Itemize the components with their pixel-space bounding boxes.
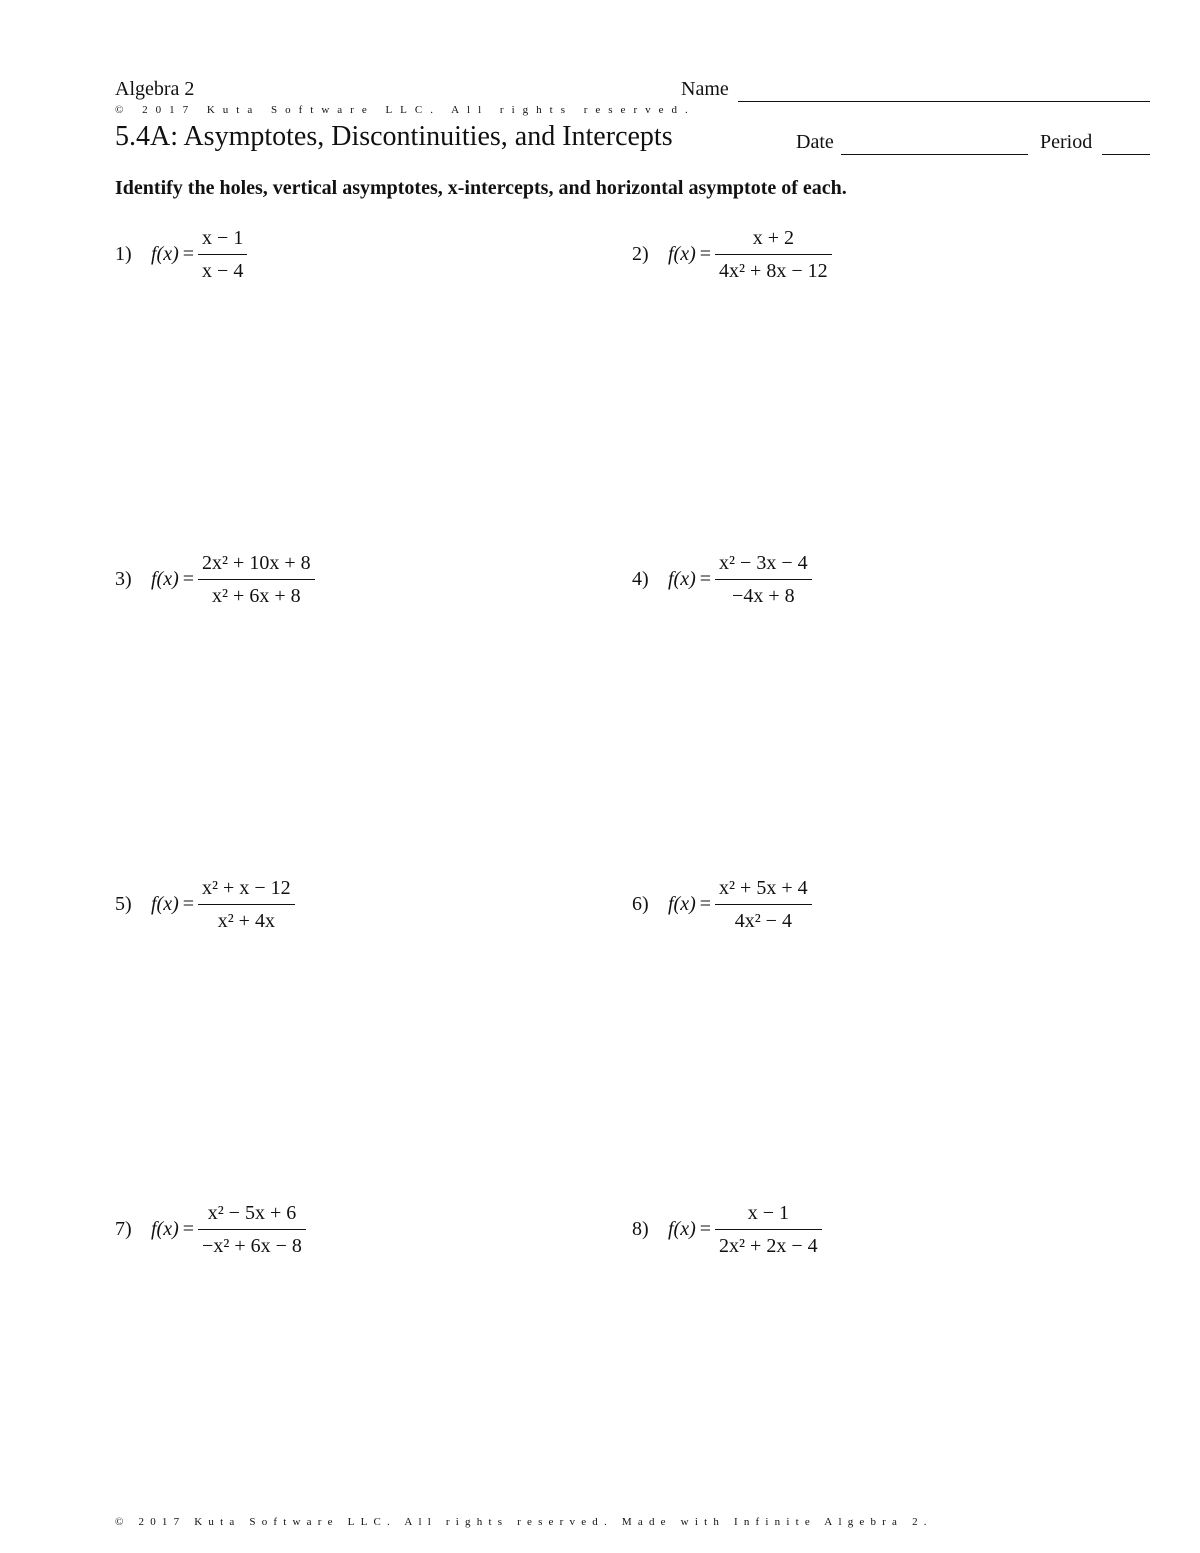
problem-8 [632,1194,822,1264]
header-copyright: © 2017 Kuta Software LLC. All rights reserved. [115,104,696,116]
worksheet-title: 5.4A: Asymptotes, Discontinuities, and Intercepts [115,121,673,152]
numerator: x² + x − 12 [202,876,291,899]
fraction [198,228,247,281]
problem-1 [115,219,247,289]
function-name: f(x) [151,892,179,915]
denominator: 4x² + 8x − 12 [719,259,828,282]
denominator: x² + 4x [217,909,275,932]
function-name: f(x) [668,242,696,265]
problem-number: 1) [115,242,132,265]
problem-number: 8) [632,1217,649,1240]
problem-2 [632,219,832,289]
fraction [715,1203,822,1256]
footer-copyright: © 2017 Kuta Software LLC. All rights reserved. Made with Infinite Algebra 2. [115,1516,933,1528]
problem-number: 4) [632,567,649,590]
equals-sign: = [699,1217,712,1240]
fraction [715,553,812,606]
instructions: Identify the holes, vertical asymptotes, x-intercepts, and horizontal asymptote of each. [115,177,847,199]
problem-7 [115,1194,306,1264]
name-label: Name [681,78,729,100]
problem-number: 6) [632,892,649,915]
problem-number: 7) [115,1217,132,1240]
denominator: 4x² − 4 [734,909,792,932]
equals-sign: = [699,242,712,265]
numerator: x + 2 [752,226,794,249]
problem-number: 2) [632,242,649,265]
equals-sign: = [182,567,195,590]
denominator: x − 4 [202,259,244,282]
denominator: x² + 6x + 8 [212,584,301,607]
numerator: 2x² + 10x + 8 [202,551,311,574]
equals-sign: = [182,892,195,915]
course-name: Algebra 2 [115,78,195,100]
numerator: x² − 5x + 6 [207,1201,297,1224]
problem-5 [115,869,295,939]
equals-sign: = [699,567,712,590]
problem-3 [115,544,315,614]
fraction [715,878,812,931]
denominator: −4x + 8 [732,584,795,607]
problem-6 [632,869,812,939]
numerator: x − 1 [202,226,244,249]
function-name: f(x) [668,567,696,590]
problem-number: 5) [115,892,132,915]
equals-sign: = [182,1217,195,1240]
fraction [198,878,295,931]
function-name: f(x) [151,1217,179,1240]
equals-sign: = [182,242,195,265]
period-label: Period [1040,131,1093,153]
function-name: f(x) [151,242,179,265]
denominator: 2x² + 2x − 4 [719,1234,818,1257]
function-name: f(x) [668,892,696,915]
problem-number: 3) [115,567,132,590]
numerator: x² + 5x + 4 [719,876,808,899]
date-field-line[interactable] [841,154,1028,155]
numerator: x² − 3x − 4 [719,551,808,574]
numerator: x − 1 [747,1201,789,1224]
function-name: f(x) [668,1217,696,1240]
problem-4 [632,544,812,614]
denominator: −x² + 6x − 8 [202,1234,302,1257]
fraction [198,1203,306,1256]
period-field-line[interactable] [1102,154,1150,155]
function-name: f(x) [151,567,179,590]
name-field-line[interactable] [738,101,1150,102]
fraction [715,228,832,281]
equals-sign: = [699,892,712,915]
date-label: Date [796,131,834,153]
fraction [198,553,315,606]
